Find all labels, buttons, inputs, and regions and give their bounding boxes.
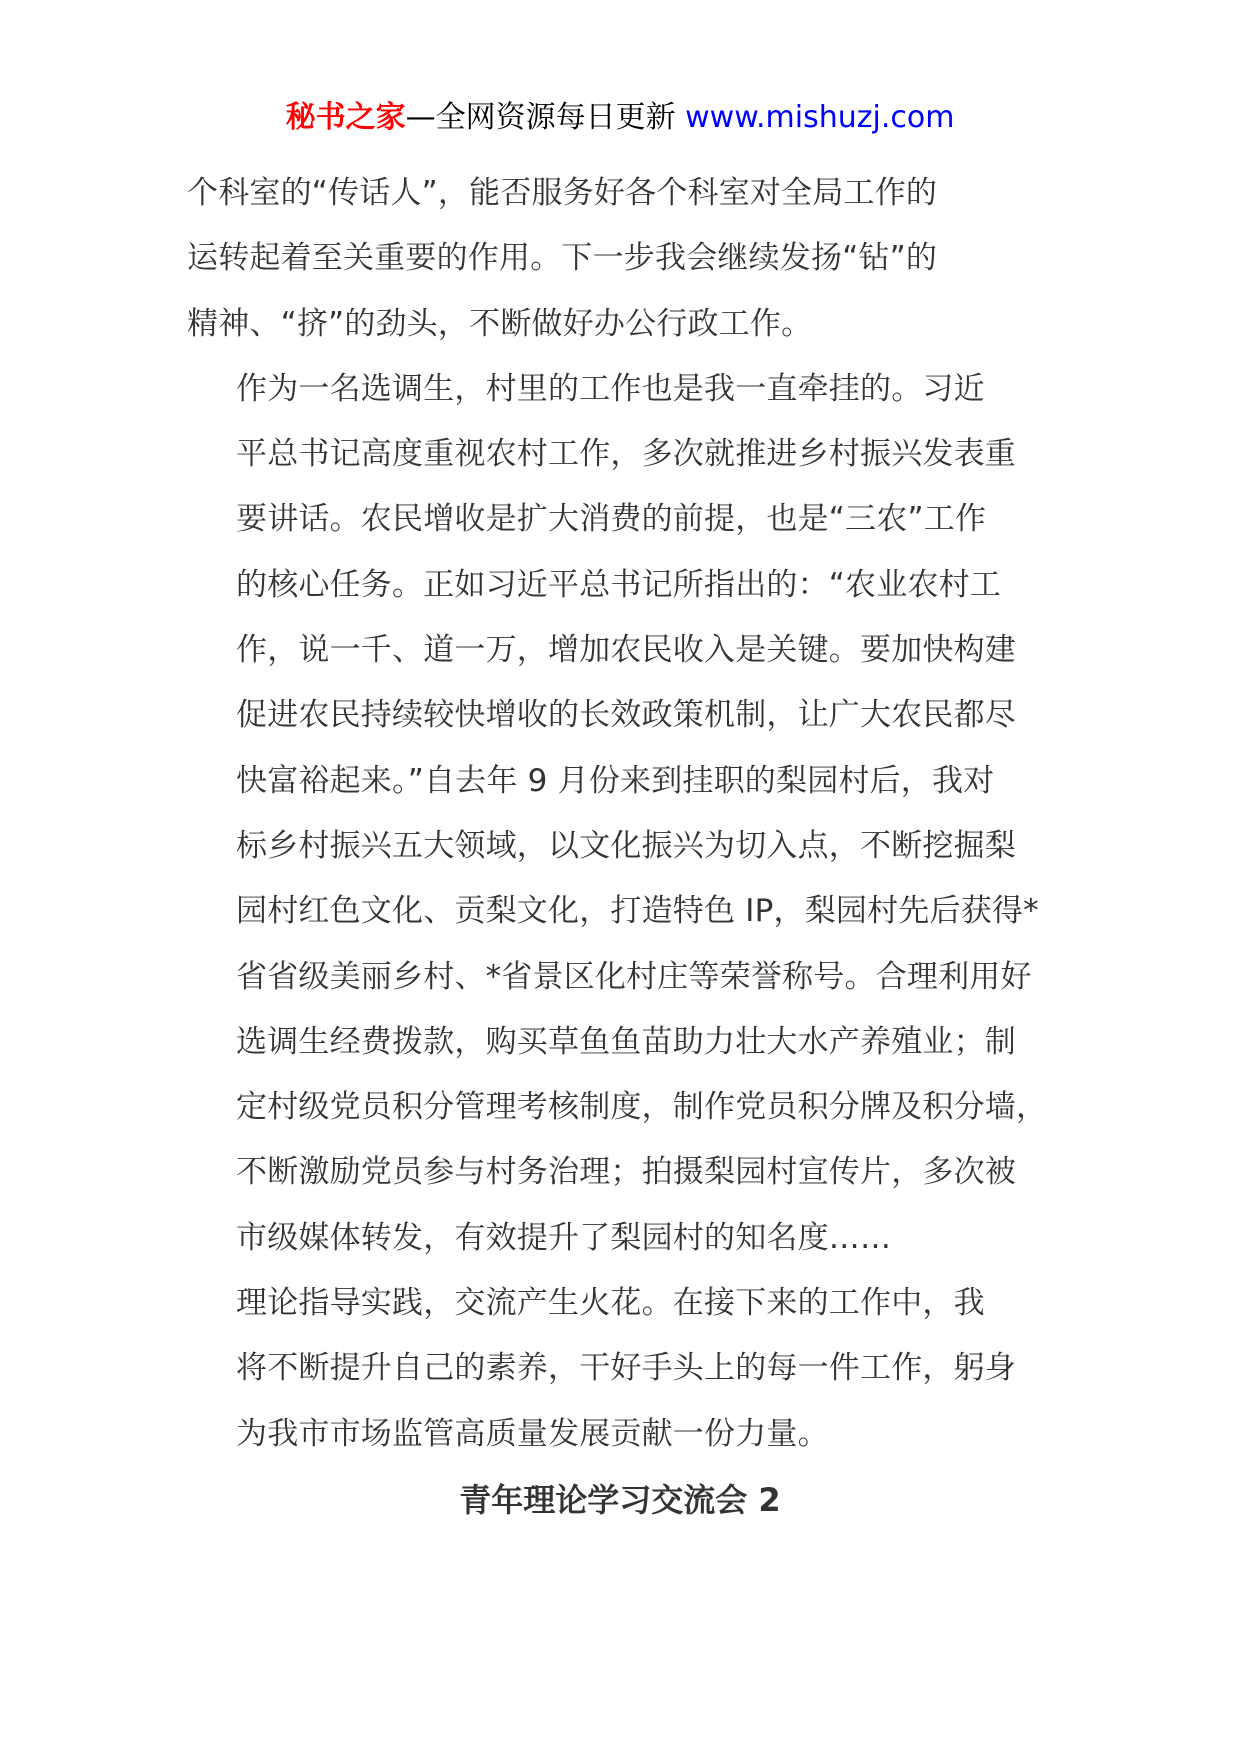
paragraph-1 <box>187 161 1067 357</box>
text-line: 不断激励党员参与村务治理；拍摄梨园村宣传片，多次被 <box>236 1154 1016 1191</box>
text-line: 促进农民持续较快增收的长效政策机制，让广大农民都尽 <box>236 697 1016 734</box>
text-line: 运转起着至关重要的作用。下一步我会继续发扬“钻”的 <box>187 240 938 277</box>
text-line: 标乡村振兴五大领域，以文化振兴为切入点，不断挖掘梨 <box>236 827 1016 864</box>
document-body <box>187 161 1067 1467</box>
text-line: 要讲话。农民增收是扩大消费的前提，也是“三农”工作 <box>236 501 987 538</box>
text-line: 作，说一千、道一万，增加农民收入是关键。要加快构建 <box>236 632 1016 669</box>
text-line: 作为一名选调生，村里的工作也是我一直牵挂的。习近 <box>236 370 985 407</box>
paragraph-2 <box>187 357 1067 1271</box>
text-line: 精神、“挤”的劲头，不断做好办公行政工作。 <box>187 305 813 342</box>
text-line: 的核心任务。正如习近平总书记所指出的：“农业农村工 <box>236 566 1002 603</box>
text-line: 园村红色文化、贡梨文化，打造特色 IP，梨园村先后获得* <box>236 893 1039 930</box>
text-line: 个科室的“传话人”，能否服务好各个科室对全局工作的 <box>187 175 938 211</box>
site-tagline: —全网资源每日更新 <box>405 100 686 135</box>
site-brand: 秘书之家 <box>285 100 406 135</box>
site-url-link[interactable]: www.mishuzj.com <box>685 100 955 135</box>
text-line: 理论指导实践，交流产生火花。在接下来的工作中，我 <box>236 1285 985 1322</box>
text-line: 为我市市场监管高质量发展贡献一份力量。 <box>236 1415 829 1452</box>
text-line: 将不断提升自己的素养，干好手头上的每一件工作，躬身 <box>236 1350 1016 1387</box>
text-line: 平总书记高度重视农村工作，多次就推进乡村振兴发表重 <box>236 436 1016 473</box>
text-line: 省省级美丽乡村、*省景区化村庄等荣誉称号。合理利用好 <box>236 958 1032 995</box>
paragraph-3 <box>187 1271 1067 1467</box>
text-line: 市级媒体转发，有效提升了梨园村的知名度…… <box>236 1219 892 1256</box>
text-line: 选调生经费拨款，购买草鱼鱼苗助力壮大水产养殖业；制 <box>236 1023 1016 1060</box>
section-heading: 青年理论学习交流会 2 <box>459 1481 781 1519</box>
site-header <box>0 98 1240 138</box>
text-line: 定村级党员积分管理考核制度，制作党员积分牌及积分墙， <box>236 1089 1048 1126</box>
text-line: 快富裕起来。”自去年 9 月份来到挂职的梨园村后，我对 <box>236 762 995 799</box>
